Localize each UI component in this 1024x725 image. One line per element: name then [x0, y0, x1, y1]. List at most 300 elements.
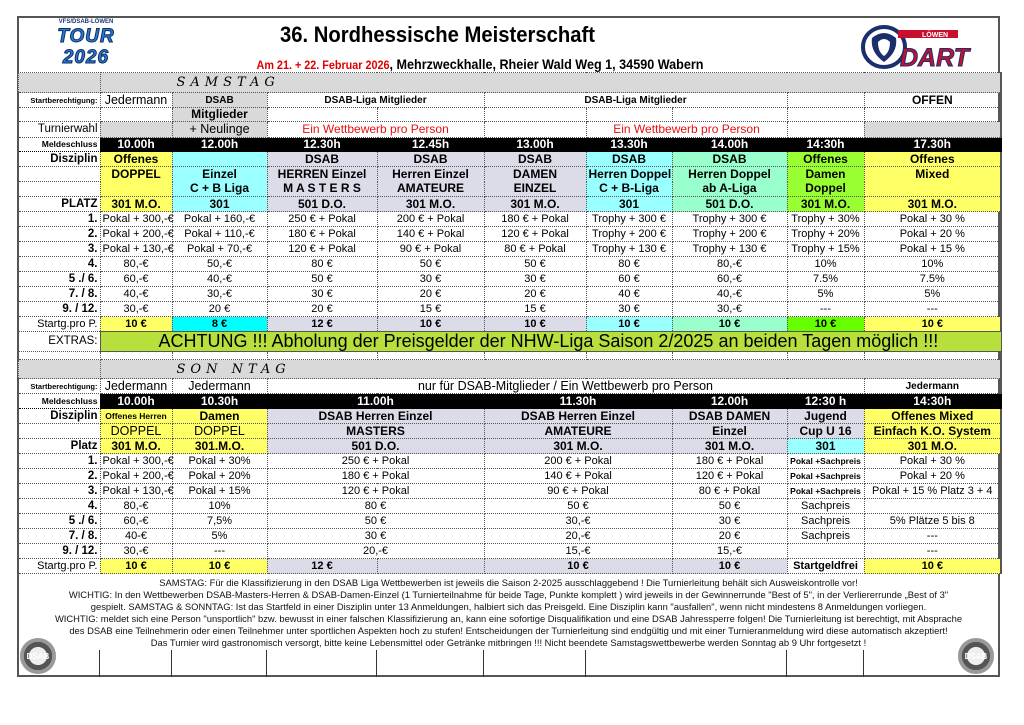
discipline: Einzel	[172, 167, 267, 182]
prize: 120 € + Pokal	[267, 484, 484, 499]
eligibility: OFFEN	[864, 93, 1001, 108]
game-mode: 501 D.O.	[672, 197, 787, 212]
empty-cell	[787, 352, 864, 360]
prize: 40 €	[586, 287, 672, 302]
prize: 20 €	[172, 302, 267, 317]
game-mode: 301.M.O.	[172, 439, 267, 454]
empty-cell	[267, 352, 377, 360]
table-row	[18, 484, 1001, 499]
prize: 5% Plätze 5 bis 8	[864, 514, 1001, 529]
prize: Pokal + 15%	[172, 484, 267, 499]
place-label: 1.	[18, 454, 100, 469]
extras-notice: ACHTUNG !!! Abholung der Preisgelder der NHW-Liga Saison 2/2025 an beiden Tagen möglich !!!	[100, 332, 1001, 352]
row-label: Meldeschluss	[18, 394, 100, 409]
prize: 7.5%	[864, 272, 1001, 287]
discipline: DOPPEL	[100, 424, 172, 439]
place-label: 4.	[18, 499, 100, 514]
table-row	[18, 454, 1001, 469]
discipline: DSAB	[377, 152, 484, 167]
prize: Pokal + 70,-€	[172, 242, 267, 257]
place-label: 9. / 12.	[18, 302, 100, 317]
prize: Pokal + 110,-€	[172, 227, 267, 242]
divider	[266, 650, 267, 677]
prize: 40,-€	[172, 272, 267, 287]
seal-text: DSAB	[26, 651, 50, 661]
prize: Trophy + 15%	[787, 242, 864, 257]
registration-deadline: 12.45h	[377, 138, 484, 152]
discipline: DSAB DAMEN	[672, 409, 787, 424]
prize: 15 €	[377, 302, 484, 317]
logo-tour-caption: VFS/DSAB-LÖWEN	[58, 19, 114, 25]
prize: 5%	[172, 529, 267, 544]
eligibility: Jedermann	[172, 379, 267, 394]
table-row	[18, 197, 1001, 212]
place-label: 3.	[18, 484, 100, 499]
prize: 180 € + Pokal	[267, 227, 377, 242]
row-label	[18, 424, 100, 439]
footer-note: WICHTIG: In den Wettbewerben DSAB-Masters-Herren & DSAB-Damen-Einzel (1 Turnierteilnahme für beide Tage, Punkte komplett ) wird jeweils in der Gewinnerrunde "Best of 5", in der Verliererrunde „Best of 3"	[68, 589, 949, 600]
table-row	[18, 93, 1001, 108]
prize: 15,-€	[484, 544, 672, 559]
empty-cell	[100, 352, 172, 360]
prize: 140 € + Pokal	[484, 469, 672, 484]
prize: 30,-€	[672, 302, 787, 317]
table-row	[18, 302, 1001, 317]
prize: 30,-€	[100, 302, 172, 317]
logo-tour-line1: TOUR	[57, 26, 115, 47]
empty-cell	[100, 122, 172, 138]
empty-cell	[377, 108, 484, 122]
empty-cell	[18, 360, 100, 379]
prize: 140 € + Pokal	[377, 227, 484, 242]
empty-cell	[787, 108, 864, 122]
game-mode: 301	[172, 197, 267, 212]
registration-deadline: 14:30h	[787, 138, 864, 152]
discipline: DSAB	[672, 152, 787, 167]
prize: 80 €	[267, 257, 377, 272]
table-row	[18, 212, 1001, 227]
registration-deadline: 13.30h	[586, 138, 672, 152]
row-label	[18, 182, 100, 197]
footer-note: WICHTIG: meldet sich eine Person "unsportlich" bzw. bewusst in einer falschen Klassifizierung an, kann eine sofortige Disqualifikation und eine DSAB Jahressperre folgen! Die Turnierleitung ist berechtigt, mit Absprache	[54, 613, 963, 624]
prize: 30 €	[267, 529, 484, 544]
table-row	[18, 499, 1001, 514]
tournament-choice: Ein Wettbewerb pro Person	[267, 122, 484, 138]
prize: 40,-€	[672, 287, 787, 302]
prize: 7,5%	[172, 514, 267, 529]
entry-fee: 10 €	[864, 317, 1001, 332]
table-row	[18, 394, 1001, 409]
prize: 5%	[787, 287, 864, 302]
day-row	[18, 360, 1001, 379]
game-mode: 301 M.O.	[672, 439, 787, 454]
table-row	[18, 182, 1001, 197]
discipline: DSAB	[267, 152, 377, 167]
prize: 80 € + Pokal	[484, 242, 586, 257]
prize: Pokal + 200,-€	[100, 227, 172, 242]
prize: 60,-€	[100, 514, 172, 529]
table-row	[18, 409, 1001, 424]
place-label: 4.	[18, 257, 100, 272]
event-date: Am 21. + 22. Februar 2026	[256, 58, 390, 72]
prize: Pokal +Sachpreis	[787, 454, 864, 469]
registration-deadline: 12:30 h	[787, 394, 864, 409]
discipline: Doppel	[787, 182, 864, 197]
prize: Sachpreis	[787, 499, 864, 514]
seal-text: DSAB	[964, 651, 988, 661]
game-mode: 301 M.O.	[100, 197, 172, 212]
prize: 50 €	[267, 514, 484, 529]
table-row	[18, 138, 1001, 152]
prize: 5%	[864, 287, 1001, 302]
row-label: Disziplin	[18, 152, 100, 167]
row-label: Startberechtigung:	[18, 379, 100, 394]
empty-cell	[267, 108, 377, 122]
discipline: DSAB Herren Einzel	[267, 409, 484, 424]
empty-cell	[672, 352, 787, 360]
entry-fee: 10 €	[484, 559, 672, 574]
entry-fee: 10 €	[377, 317, 484, 332]
discipline: ab A-Liga	[672, 182, 787, 197]
game-mode: 301	[787, 439, 864, 454]
place-label: 7. / 8.	[18, 529, 100, 544]
prize: 20 €	[377, 287, 484, 302]
discipline: Offenes Herren	[100, 409, 172, 424]
prize: 120 € + Pokal	[672, 469, 787, 484]
prize: 180 € + Pokal	[267, 469, 484, 484]
discipline: DAMEN	[484, 167, 586, 182]
empty-cell	[787, 122, 864, 138]
discipline: EINZEL	[484, 182, 586, 197]
prize: 60,-€	[100, 272, 172, 287]
prize: 50 €	[484, 257, 586, 272]
prize: Pokal + 130,-€	[100, 484, 172, 499]
divider	[99, 650, 100, 677]
footer-note: SAMSTAG: Für die Klassifizierung in den DSAB Liga Wettbewerben ist jeweils die Saison 2-2025 ausschlaggebend ! Die Turnierleitung behält sich Ausweiskontrolle vor!	[159, 577, 858, 588]
registration-deadline: 14:30h	[864, 394, 1001, 409]
divider	[863, 650, 864, 677]
registration-deadline: 11.30h	[484, 394, 672, 409]
divider	[171, 650, 172, 677]
prize: Pokal + 20%	[172, 469, 267, 484]
empty-cell	[18, 73, 100, 93]
page-title: 36. Nordhessische Meisterschaft	[280, 22, 595, 47]
discipline: Damen	[787, 167, 864, 182]
discipline: AMATEURE	[484, 424, 672, 439]
registration-deadline: 14.00h	[672, 138, 787, 152]
empty-cell	[484, 108, 586, 122]
discipline: Offenes	[787, 152, 864, 167]
prize: Trophy + 300 €	[672, 212, 787, 227]
row-label: Startg.pro P.	[18, 559, 100, 574]
prize: Pokal + 15 % Platz 3 + 4	[864, 484, 1001, 499]
dsab-seal-right	[958, 638, 994, 674]
game-mode: 301 M.O.	[484, 197, 586, 212]
prize: 120 € + Pokal	[267, 242, 377, 257]
divider	[376, 650, 377, 677]
discipline: Einfach K.O. System	[864, 424, 1001, 439]
prize: 10%	[787, 257, 864, 272]
prize: 180 € + Pokal	[672, 454, 787, 469]
logo-dart-big: DART	[900, 44, 969, 72]
prize: 30,-€	[484, 514, 672, 529]
eligibility: nur für DSAB-Mitglieder / Ein Wettbewerb pro Person	[267, 379, 864, 394]
discipline	[172, 152, 267, 167]
row-label: Startg.pro P.	[18, 317, 100, 332]
footer-note: des DSAB eine Teilnehmerin oder einen Teilnehmer unter sportlichen Aspekten hoch zu stufen! Entscheidungen der Turnierleitung sind endgültig und mit einer Turnieranmeldung wird diese automatisch akzeptiert!	[69, 625, 948, 636]
eligibility: Mitglieder	[172, 108, 267, 122]
row-label: Meldeschluss	[18, 138, 100, 152]
discipline: Offenes	[864, 152, 1001, 167]
table-row	[18, 122, 1001, 138]
place-label: 5 ./ 6.	[18, 514, 100, 529]
table-row	[18, 152, 1001, 167]
discipline: Jugend	[787, 409, 864, 424]
prize: ---	[864, 529, 1001, 544]
table-row	[18, 257, 1001, 272]
prize: 20 €	[267, 302, 377, 317]
prize	[864, 499, 1001, 514]
row-label	[18, 167, 100, 182]
tournament-choice: + Neulinge	[172, 122, 267, 138]
entry-fee: 10 €	[864, 559, 1001, 574]
prize: Pokal + 15 %	[864, 242, 1001, 257]
day-row	[18, 73, 1001, 93]
place-label: 9. / 12.	[18, 544, 100, 559]
registration-deadline: 11.00h	[267, 394, 484, 409]
prize: Trophy + 200 €	[586, 227, 672, 242]
game-mode: 301 M.O.	[100, 439, 172, 454]
registration-deadline: 12.00h	[672, 394, 787, 409]
prize: 200 € + Pokal	[484, 454, 672, 469]
discipline: C + B Liga	[172, 182, 267, 197]
divider	[786, 650, 787, 677]
eligibility: Jedermann	[100, 379, 172, 394]
empty-cell	[484, 122, 586, 138]
prize: Sachpreis	[787, 529, 864, 544]
prize: ---	[864, 302, 1001, 317]
entry-fee: 10 €	[172, 559, 267, 574]
table-row	[18, 287, 1001, 302]
place-label: 5 ./ 6.	[18, 272, 100, 287]
entry-fee: 10 €	[484, 317, 586, 332]
game-mode: 301 M.O.	[484, 439, 672, 454]
prize: Pokal +Sachpreis	[787, 484, 864, 499]
divider	[483, 650, 484, 677]
eligibility: DSAB	[172, 93, 267, 108]
prize: Pokal + 20 %	[864, 227, 1001, 242]
discipline: DSAB	[484, 152, 586, 167]
prize: 20,-€	[484, 529, 672, 544]
table-row	[18, 352, 1001, 360]
prize: Trophy + 200 €	[672, 227, 787, 242]
discipline: DOPPEL	[172, 424, 267, 439]
discipline: C + B-Liga	[586, 182, 672, 197]
prize: Pokal + 20 %	[864, 469, 1001, 484]
table-row	[18, 167, 1001, 182]
prize: 80 € + Pokal	[672, 484, 787, 499]
discipline	[864, 182, 1001, 197]
empty-cell	[672, 108, 787, 122]
empty-cell	[377, 559, 484, 574]
entry-fee: 8 €	[172, 317, 267, 332]
discipline: AMATEURE	[377, 182, 484, 197]
tour-2026-logo	[40, 18, 132, 70]
registration-deadline: 12.30h	[267, 138, 377, 152]
prize: 90 € + Pokal	[377, 242, 484, 257]
prize: 20 €	[672, 529, 787, 544]
eligibility: DSAB-Liga Mitglieder	[484, 93, 787, 108]
row-label: Startberechtigung:	[18, 93, 100, 108]
logo-tour-line2: 2026	[62, 47, 110, 68]
empty-cell	[864, 108, 1001, 122]
prize: 30,-€	[172, 287, 267, 302]
empty-cell	[377, 352, 484, 360]
day-header-sunday: SON NTAG	[100, 360, 1001, 379]
prize: 250 € + Pokal	[267, 454, 484, 469]
prize: Pokal + 30%	[172, 454, 267, 469]
place-label: 2.	[18, 469, 100, 484]
event-venue: , Mehrzweckhalle, Rheier Wald Weg 1, 34590 Wabern	[389, 56, 704, 72]
prize: 7.5%	[787, 272, 864, 287]
prize: 80,-€	[100, 257, 172, 272]
prize: 30 €	[586, 302, 672, 317]
prize: 30,-€	[100, 544, 172, 559]
discipline	[100, 182, 172, 197]
footer-note: gespielt. SAMSTAG & SONNTAG: Ist das Startfeld in einer Disziplin unter 13 Anmeldungen, halbiert sich das Preisgeld. Eine Disziplin kann "ausfallen", wenn nicht mindestens 8 Anmeldungen vorliegen.	[90, 601, 927, 612]
prize: Trophy + 300 €	[586, 212, 672, 227]
prize: Trophy + 20%	[787, 227, 864, 242]
entry-fee: 10 €	[586, 317, 672, 332]
prize	[787, 544, 864, 559]
table-row	[18, 469, 1001, 484]
registration-deadline: 17.30h	[864, 138, 1001, 152]
prize: 60,-€	[672, 272, 787, 287]
registration-deadline: 10.30h	[172, 394, 267, 409]
prize: 80 €	[586, 257, 672, 272]
table-row	[18, 227, 1001, 242]
day-header-saturday: SAMSTAG	[100, 73, 1001, 93]
footer-note: Das Turnier wird gastronomisch versorgt, bitte keine Lebensmittel oder Getränke mitbringen !!! Nicht beendete Samstagswettbewerbe werden Sonntag ab 9 Uhr fortgesetzt !	[150, 637, 867, 648]
prize: Pokal +Sachpreis	[787, 469, 864, 484]
prize: Trophy + 130 €	[672, 242, 787, 257]
footer-notes	[17, 577, 1000, 649]
prize: 200 € + Pokal	[377, 212, 484, 227]
prize: Pokal + 300,-€	[100, 212, 172, 227]
empty-cell	[864, 122, 1001, 138]
prize: 10%	[172, 499, 267, 514]
prize: ---	[787, 302, 864, 317]
discipline: MASTERS	[267, 424, 484, 439]
prize: 40,-€	[100, 287, 172, 302]
discipline: Offenes	[100, 152, 172, 167]
prize: 30 €	[377, 272, 484, 287]
empty-cell	[586, 352, 672, 360]
discipline: HERREN Einzel	[267, 167, 377, 182]
empty-cell	[484, 352, 586, 360]
prize: 90 € + Pokal	[484, 484, 672, 499]
game-mode: 301 M.O.	[787, 197, 864, 212]
prize: 80,-€	[100, 499, 172, 514]
prize: 50,-€	[172, 257, 267, 272]
prize: 50 €	[484, 499, 672, 514]
empty-cell	[172, 352, 267, 360]
discipline: DSAB Herren Einzel	[484, 409, 672, 424]
prize: 40-€	[100, 529, 172, 544]
prize: 50 €	[672, 499, 787, 514]
entry-fee: 12 €	[267, 317, 377, 332]
place-label: 1.	[18, 212, 100, 227]
prize: 80 €	[267, 499, 484, 514]
discipline: M A S T E R S	[267, 182, 377, 197]
loewen-dart-logo	[860, 24, 969, 72]
table-row	[18, 439, 1001, 454]
registration-deadline: 10.00h	[100, 394, 172, 409]
event-subtitle	[210, 56, 750, 73]
discipline: DOPPEL	[100, 167, 172, 182]
place-label: 2.	[18, 227, 100, 242]
discipline: Herren Doppel	[672, 167, 787, 182]
prize: 250 € + Pokal	[267, 212, 377, 227]
discipline: DSAB	[586, 152, 672, 167]
registration-deadline: 13.00h	[484, 138, 586, 152]
entry-fee: 12 €	[267, 559, 377, 574]
table-row	[18, 514, 1001, 529]
row-label: PLATZ	[18, 197, 100, 212]
table-row	[18, 529, 1001, 544]
prize: 180 € + Pokal	[484, 212, 586, 227]
prize: Sachpreis	[787, 514, 864, 529]
discipline: Herren Doppel	[586, 167, 672, 182]
place-label: 3.	[18, 242, 100, 257]
prize: 120 € + Pokal	[484, 227, 586, 242]
prize: 30 €	[672, 514, 787, 529]
prize: 20,-€	[267, 544, 484, 559]
place-label: 7. / 8.	[18, 287, 100, 302]
prize: 80,-€	[672, 257, 787, 272]
empty-cell	[100, 108, 172, 122]
discipline: Einzel	[672, 424, 787, 439]
row-label: Platz	[18, 439, 100, 454]
prize: 15,-€	[672, 544, 787, 559]
discipline: Offenes Mixed	[864, 409, 1001, 424]
row-label: EXTRAS:	[18, 332, 100, 352]
tournament-table	[17, 72, 1002, 574]
prize: Pokal + 200,-€	[100, 469, 172, 484]
prize: Trophy + 30%	[787, 212, 864, 227]
divider	[585, 650, 586, 677]
registration-deadline: 10.00h	[100, 138, 172, 152]
row-label: Disziplin	[18, 409, 100, 424]
prize: 50 €	[377, 257, 484, 272]
entry-fee: 10 €	[787, 317, 864, 332]
discipline: Herren Einzel	[377, 167, 484, 182]
row-label	[18, 108, 100, 122]
prize: Pokal + 130,-€	[100, 242, 172, 257]
prize: Trophy + 130 €	[586, 242, 672, 257]
empty-cell	[18, 352, 100, 360]
prize: 50 €	[267, 272, 377, 287]
table-row	[18, 424, 1001, 439]
dsab-seal-left	[20, 638, 56, 674]
prize: ---	[172, 544, 267, 559]
table-row	[18, 272, 1001, 287]
table-row	[18, 332, 1001, 352]
prize: Pokal + 30 %	[864, 212, 1001, 227]
table-row	[18, 108, 1001, 122]
prize: Pokal + 30 %	[864, 454, 1001, 469]
discipline: Mixed	[864, 167, 1001, 182]
